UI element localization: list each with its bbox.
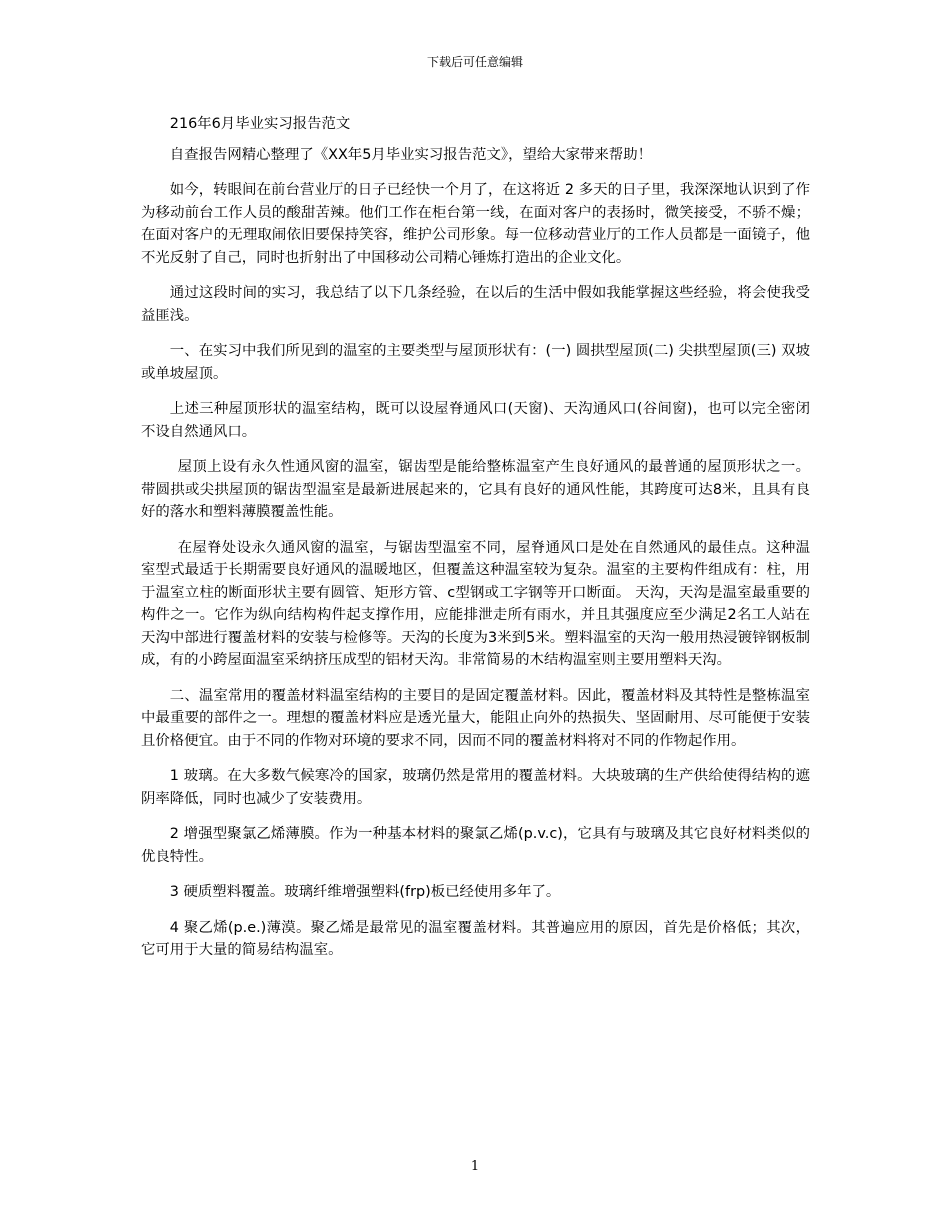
paragraph-pvc: 2 增强型聚氯乙烯薄膜。作为一种基本材料的聚氯乙烯(p.v.c)，它具有与玻璃及其它良好材料类似的优良特性。 bbox=[141, 826, 810, 865]
paragraph-experience: 通过这段时间的实习，我总结了以下几条经验，在以后的生活中假如我能掌握这些经验，将会使我受益匪浅。 bbox=[141, 285, 810, 324]
paragraph-ridge-vent: 在屋脊处设永久通风窗的温室，与锯齿型温室不同，屋脊通风口是处在自然通风的最佳点。这种温室型式最适于长期需要良好通风的温暖地区，但覆盖这种温室较为复杂。温室的主要构件组成有：柱，用于温室立柱的断面形状主要有圆管、矩形方管、c型钢或工字钢等开口断面。 天沟，天沟是温室最重要的构件之一。它作为纵向结构构件起支撑作用，应能排泄走所有雨水，并且其强度应至少满足2名工人站在天沟中部进行覆盖材料的安装与检修等。天沟的长度为3米到5米。塑料温室的天沟一般用热浸镀锌钢板制成，有的小跨屋面温室采纳挤压成型的铝材天沟。非常简易的木结构温室则主要用塑料天沟。 bbox=[141, 539, 810, 668]
page-number: 1 bbox=[470, 1159, 480, 1174]
paragraph-frp: 3 硬质塑料覆盖。玻璃纤维增强塑料(frp)板已经使用多年了。 bbox=[169, 884, 561, 900]
paragraph-sawtooth: 屋顶上设有永久性通风窗的温室，锯齿型是能给整栋温室产生良好通风的最普通的屋顶形状之一。带圆拱或尖拱屋顶的锯齿型温室是最新进展起来的，它具有良好的通风性能，其跨度可达8米，且具有良好的落水和塑料薄膜覆盖性能。 bbox=[141, 459, 810, 520]
paragraph-roof-types: 一、在实习中我们所见到的温室的主要类型与屋顶形状有：(一) 圆拱型屋顶(二) 尖拱型屋顶(三) 双坡或单坡屋顶。 bbox=[141, 343, 810, 382]
paragraph-glass: 1 玻璃。在大多数气候寒冷的国家，玻璃仍然是常用的覆盖材料。大块玻璃的生产供给使得结构的遮阴率降低，同时也减少了安装费用。 bbox=[141, 768, 810, 807]
paragraph-covering-materials: 二、温室常用的覆盖材料温室结构的主要目的是固定覆盖材料。因此，覆盖材料及其特性是整栋温室中最重要的部件之一。理想的覆盖材料应是透光量大，能阻止向外的热损失、坚固耐用、尽可能便于安装且价格便宜。由于不同的作物对环境的要求不同，因而不同的覆盖材料将对不同的作物起作用。 bbox=[141, 687, 810, 749]
paragraph-front-desk: 如今，转眼间在前台营业厅的日子已经快一个月了，在这将近 2 多天的日子里，我深深地认识到了作为移动前台工作人员的酸甜苦辣。他们工作在柜台第一线，在面对客户的表扬时，微笑接受，不骄不燥；在面对客户的无理取闹依旧要保持笑容，维护公司形象。每一位移动营业厅的工作人员都是一面镜子，他不光反射了自己，同时也折射出了中国移动公司精心锤炼打造出的企业文化。 bbox=[141, 182, 810, 266]
page-header: 下载后可任意编辑 bbox=[426, 55, 523, 69]
document-body bbox=[141, 113, 810, 975]
paragraph-pe: 4 聚乙烯(p.e.)薄漠。聚乙烯是最常见的温室覆盖材料。其普遍应用的原因，首先是价格低；其次，它可用于大量的简易结构温室。 bbox=[141, 919, 810, 958]
document-title: 216年6月毕业实习报告范文 bbox=[169, 116, 351, 132]
paragraph-intro: 自查报告网精心整理了《XX年5月毕业实习报告范文》，望给大家带来帮助！ bbox=[169, 146, 652, 163]
paragraph-ventilation: 上述三种屋顶形状的温室结构，既可以设屋脊通风口(天窗)、天沟通风口(谷间窗)，也可以完全密闭不设自然通风口。 bbox=[141, 401, 810, 440]
